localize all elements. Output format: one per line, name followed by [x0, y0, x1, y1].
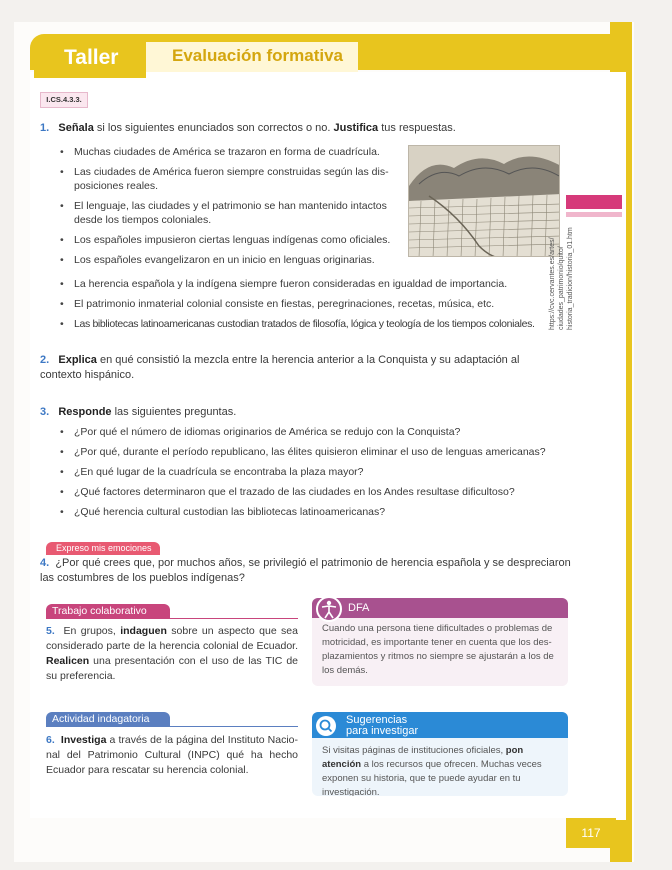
list-item: • Las ciudades de América fueron siempre construidas según las dis-posiciones reales. [58, 165, 394, 193]
sugerencias-title-1: Sugerencias [346, 714, 408, 726]
question-4 [40, 556, 580, 586]
q2-verb: Explica [58, 354, 97, 366]
list-item: • ¿Por qué, durante el período republicano, las élites quisieron eliminar el uso de lenguas americanas? [58, 445, 568, 459]
tab-taller-label: Taller [64, 46, 119, 69]
question-number: 3. [40, 406, 50, 418]
source-url: https://cvc.cervantes.es/artes/ ciudades_patrimonio/quito/ historia_tradicion/historia_01.htm [549, 227, 574, 330]
list-item: • ¿Qué factores determinaron que el trazado de las ciudades en los Andes resultase dificultoso? [58, 485, 568, 499]
list-item: • Muchas ciudades de América se trazaron en forma de cuadrícula. [58, 145, 394, 159]
q1-verb: Señala [58, 122, 94, 134]
q2-text: en qué consistió la mezcla entre la herencia anterior a la Conquista y su adaptación al contexto hispánico. [40, 354, 520, 381]
search-icon [316, 716, 336, 736]
skill-code-badge: I.CS.4.3.3. [40, 92, 88, 108]
q3-verb: Responde [58, 406, 112, 418]
dfa-body: Cuando una persona tiene dificultades o problemas de motricidad, es importante tener en cuenta que los des-plazamientos y ritmos no siempre se ajustarán a los de los demás. [322, 623, 554, 676]
tab-evaluacion-label: Evaluación formativa [172, 46, 344, 65]
q1-list-left [58, 145, 394, 273]
sugerencias-title-2: para investigar [346, 725, 419, 737]
question-1 [40, 121, 560, 136]
footer [30, 818, 566, 848]
q5-text: En grupos, [63, 625, 121, 637]
q6-text: a través de la página del Instituto Nacio-nal del Patrimonio Cultural (INPC) qué ha hecho Ecuador para rescatar su herencia colonial. [46, 734, 298, 776]
question-6 [46, 733, 298, 778]
question-number: 1. [40, 122, 50, 134]
list-item: • ¿Por qué el número de idiomas originarios de América se redujo con la Conquista? [58, 425, 568, 439]
question-number: 2. [40, 354, 50, 366]
question-2 [40, 353, 560, 383]
list-item: • Los españoles evangelizaron en un inicio en lenguas originarias. [58, 253, 394, 267]
dfa-box [312, 598, 568, 686]
list-item: • ¿Qué herencia cultural custodian las bibliotecas latinoamericanas? [58, 505, 568, 519]
list-item: • El lenguaje, las ciudades y el patrimonio se han mantenido intactos desde los tiempos coloniales. [58, 199, 394, 227]
tab-taller [34, 36, 146, 78]
colonial-city-map-image [408, 145, 560, 257]
question-5 [46, 624, 298, 684]
q5-text-end: una presentación con el uso de las TIC de su preferencia. [46, 655, 298, 682]
q3-text: las siguientes preguntas. [111, 406, 237, 418]
question-number: 5. [46, 625, 55, 637]
trabajo-label: Trabajo colaborativo [46, 604, 170, 618]
q3-list [58, 425, 568, 525]
q5-verb: indaguen [120, 625, 167, 637]
question-3 [40, 405, 560, 420]
list-item: • Las bibliotecas latinoamericanas custodian tratados de filosofía, lógica y teología de los tiempos coloniales. [58, 317, 568, 331]
q6-verb: Investiga [60, 734, 107, 746]
sugerencias-text: Si visitas páginas de instituciones oficiales, [322, 745, 506, 756]
q1-verb2: Justifica [333, 122, 379, 134]
sugerencias-box [312, 712, 568, 796]
q4-text: ¿Por qué crees que, por muchos años, se privilegió el patrimonio de herencia española y se despreciaron las costumbres de los pueblos indígenas? [40, 557, 571, 584]
tab-evaluacion [146, 42, 358, 72]
list-item: • El patrimonio inmaterial colonial consiste en fiestas, peregrinaciones, recetas, música, etc. [58, 297, 568, 311]
q1-text: si los siguientes enunciados son correctos o no. [93, 122, 334, 134]
sugerencias-body [322, 744, 562, 796]
actividad-rule [46, 726, 298, 727]
q5-text-mid: sobre un aspecto que sea considerado parte de la herencia colonial de Ecuador. [46, 625, 298, 652]
trabajo-rule [46, 618, 298, 619]
dfa-title: DFA [348, 602, 370, 614]
accessibility-icon [316, 598, 342, 622]
question-number: 4. [40, 557, 50, 569]
list-item: • La herencia española y la indígena siempre fueron consideradas en igualdad de importancia. [58, 277, 568, 291]
question-number: 6. [46, 734, 55, 746]
page-number: 117 [566, 818, 616, 848]
sugerencias-emphasis: pon atención [322, 745, 524, 770]
emotion-tag: Expreso mis emociones [46, 542, 160, 555]
list-item: • Los españoles impusieron ciertas lenguas indígenas como oficiales. [58, 233, 394, 247]
q1-text-end: tus respuestas. [378, 122, 456, 134]
list-item: • ¿En qué lugar de la cuadrícula se encontraba la plaza mayor? [58, 465, 568, 479]
actividad-label: Actividad indagatoria [46, 712, 170, 726]
q5-verb2: Realicen [46, 655, 90, 667]
sugerencias-text-end: a los recursos que ofrecen. Muchas veces exponen su historia, que te puede ayudar en tu investigación. [322, 759, 542, 796]
q1-list-full [58, 277, 568, 337]
